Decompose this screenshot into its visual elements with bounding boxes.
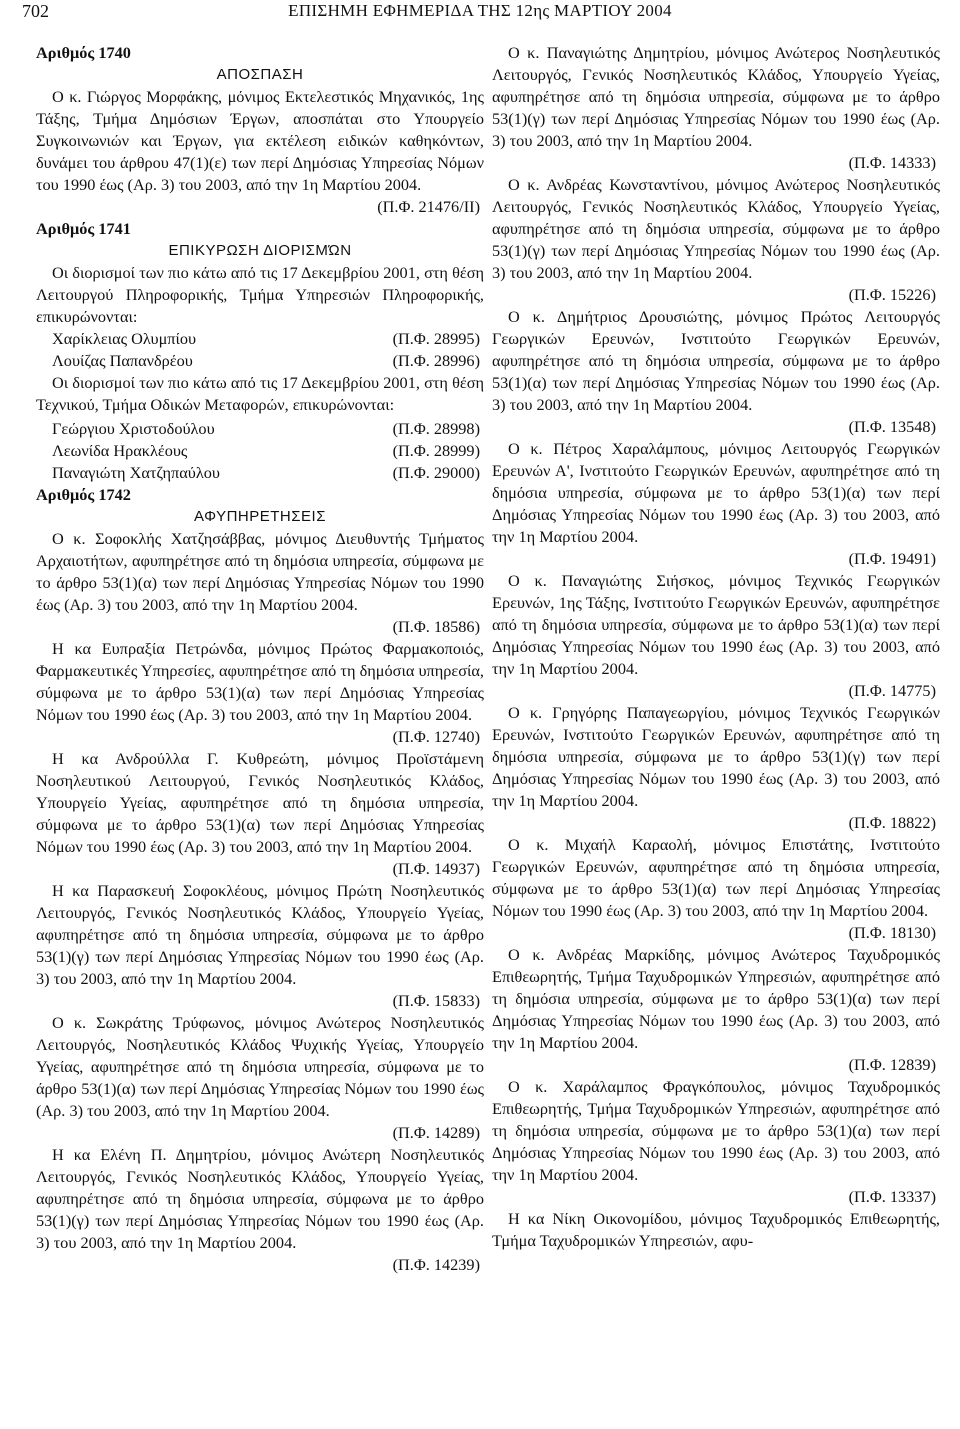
appointee-name: Χαρίκλειας Ολυμπίου bbox=[52, 329, 197, 348]
gazette-title: ΕΠΙΣΗΜΗ ΕΦΗΜΕΡΙΔΑ ΤΗΣ 12ης ΜΑΡΤΙΟΥ 2004 bbox=[288, 1, 672, 20]
file-reference: (Π.Φ. 12740) bbox=[392, 727, 480, 746]
file-reference: (Π.Φ. 21476/ΙΙ) bbox=[377, 197, 480, 216]
file-reference: (Π.Φ. 14937) bbox=[392, 859, 480, 878]
notice-text: Ο κ. Πέτρος Χαραλάμπους, μόνιμος Λειτουργός Γεωργικών Ερευνών Α', Ινστιτούτο Γεωργικών Ερευνών, αφυπηρέτησε από τη δημόσια υπηρεσία, σύμφωνα με το άρθρο 53(1)(α) των περί Δημόσιας Υπηρεσίας Νόμων του 1990 έως (Αρ. 3) του 2003, από την 1η Μαρτίου 2004. bbox=[492, 439, 940, 546]
notice-text: Ο κ. Σωκράτης Τρύφωνος, μόνιμος Ανώτερος Νοσηλευτικός Λειτουργός, Νοσηλευτικός Κλάδος Ψυχικής Υγείας, Υπουργείο Υγείας, αφυπηρέτησε από τη δημόσια υπηρεσία, σύμφωνα με το άρθρο 53(1)(α) των περί Δημόσιας Υπηρεσίας Νόμων του 1990 έως (Αρ. 3) του 2003, από την 1η Μαρτίου 2004. bbox=[36, 1013, 484, 1120]
file-reference: (Π.Φ. 15833) bbox=[392, 991, 480, 1010]
list-item bbox=[36, 440, 484, 462]
page-header bbox=[0, 0, 960, 30]
file-reference: (Π.Φ. 14289) bbox=[392, 1123, 480, 1142]
file-reference: (Π.Φ. 14775) bbox=[848, 681, 936, 700]
notice-text: Οι διορισμοί των πιο κάτω από τις 17 Δεκεμβρίου 2001, στη θέση Λειτουργού Πληροφορικής, Τμήμα Υπηρεσιών Πληροφορικής, επικυρώνονται: bbox=[36, 263, 484, 326]
list-item bbox=[36, 328, 484, 350]
notice-text: Η κα Ελένη Π. Δημητρίου, μόνιμος Ανώτερη Νοσηλευτικός Λειτουργός, Γενικός Νοσηλευτικός Κλάδος, Υπουργείο Υγείας, αφυπηρέτησε από τη δημόσια υπηρεσία, σύμφωνα με το άρθρο 53(1)(γ) των περί Δημόσιας Υπηρεσίας Νόμων του 1990 έως (Αρ. 3) του 2003, από την 1η Μαρτίου 2004. bbox=[36, 1145, 484, 1252]
notice-text: Η κα Ευπραξία Πετρώνδα, μόνιμος Πρώτος Φαρμακοποιός, Φαρμακευτικές Υπηρεσίες, αφυπηρέτησε από τη δημόσια υπηρεσία, σύμφωνα με το άρθρο 53(1)(α) των περί Δημόσιας Υπηρεσίας Νόμων του 1990 έως (Αρ. 3) του 2003, από την 1η Μαρτίου 2004. bbox=[36, 639, 484, 724]
file-reference: (Π.Φ. 14239) bbox=[392, 1255, 480, 1274]
notice-text: Ο κ. Σοφοκλής Χατζησάββας, μόνιμος Διευθυντής Τμήματος Αρχαιοτήτων, αφυπηρέτησε από τη δημόσια υπηρεσία, σύμφωνα με το άρθρο 53(1)(α) των περί Δημόσιας Υπηρεσίας Νόμων του 1990 έως (Αρ. 3) του 2003, από την 1η Μαρτίου 2004. bbox=[36, 529, 484, 614]
right-column bbox=[492, 42, 940, 1252]
file-reference: (Π.Φ. 15226) bbox=[848, 285, 936, 304]
notice-text: Ο κ. Ανδρέας Μαρκίδης, μόνιμος Ανώτερος Ταχυδρομικός Επιθεωρητής, Τμήμα Ταχυδρομικών Υπηρεσιών, αφυπηρέτησε από τη δημόσια υπηρεσία, σύμφωνα με το άρθρο 53(1)(α) των περί Δημόσιας Υπηρεσίας Νόμων του 1990 έως (Αρ. 3) του 2003, από την 1η Μαρτίου 2004. bbox=[492, 945, 940, 1052]
appointee-name: Γεώργιου Χριστοδούλου bbox=[52, 419, 215, 438]
article-number: Αριθμός 1740 bbox=[36, 43, 131, 62]
page-number: 702 bbox=[22, 1, 49, 21]
article-heading: ΑΦΥΠΗΡΕΤΗΣΕΙΣ bbox=[194, 508, 326, 525]
file-reference: (Π.Φ. 13548) bbox=[848, 417, 936, 436]
notice-text: Ο κ. Γιώργος Μορφάκης, μόνιμος Εκτελεστικός Μηχανικός, 1ης Τάξης, Τμήμα Δημόσιων Έργων, αποσπάται στο Υπουργείο Συγκοινωνιών και Έργων, για εκτέλεση ειδικών καθηκόντων, δυνάμει του άρθρου 47(1)(ε) των περί Δημόσιας Υπηρεσίας Νόμων του 1990 έως (Αρ. 3) του 2003, από την 1η Μαρτίου 2004. bbox=[36, 87, 484, 194]
list-item bbox=[36, 350, 484, 372]
file-reference: (Π.Φ. 28996) bbox=[392, 351, 480, 370]
file-reference: (Π.Φ. 28999) bbox=[392, 441, 480, 460]
notice-text: Ο κ. Παναγιώτης Σιήσκος, μόνιμος Τεχνικός Γεωργικών Ερευνών, 1ης Τάξης, Ινστιτούτο Γεωργικών Ερευνών, αφυπηρέτησε από τη δημόσια υπηρεσία, σύμφωνα με το άρθρο 53(1)(α) των περί Δημόσιας Υπηρεσίας Νόμων του 1990 έως (Αρ. 3) του 2003, από την 1η Μαρτίου 2004. bbox=[492, 571, 940, 678]
notice-text: Ο κ. Δημήτριος Δρουσιώτης, μόνιμος Πρώτος Λειτουργός Γεωργικών Ερευνών, Ινστιτούτο Γεωργικών Ερευνών, αφυπηρέτησε από τη δημόσια υπηρεσία, σύμφωνα με το άρθρο 53(1)(α) των περί Δημόσιας Υπηρεσίας Νόμων του 1990 έως (Αρ. 3) του 2003, από την 1η Μαρτίου 2004. bbox=[492, 307, 940, 414]
file-reference: (Π.Φ. 18130) bbox=[848, 923, 936, 942]
file-reference: (Π.Φ. 28998) bbox=[392, 419, 480, 438]
appointee-name: Παναγιώτη Χατζηπαύλου bbox=[52, 463, 220, 482]
file-reference: (Π.Φ. 29000) bbox=[392, 463, 480, 482]
article-number: Αριθμός 1741 bbox=[36, 219, 131, 238]
notice-text: Οι διορισμοί των πιο κάτω από τις 17 Δεκεμβρίου 2001, στη θέση Τεχνικού, Τμήμα Οδικών Μεταφορών, επικυρώνονται: bbox=[36, 373, 484, 414]
article-heading: ΕΠΙΚΥΡΩΣΗ ΔΙΟΡΙΣΜΏΝ bbox=[168, 242, 352, 259]
list-item bbox=[36, 418, 484, 440]
notice-text: Ο κ. Παναγιώτης Δημητρίου, μόνιμος Ανώτερος Νοσηλευτικός Λειτουργός, Γενικός Νοσηλευτικός Κλάδος, Υπουργείο Υγείας, αφυπηρέτησε από τη δημόσια υπηρεσία, σύμφωνα με το άρθρο 53(1)(γ) των περί Δημόσιας Υπηρεσίας Νόμων του 1990 έως (Αρ. 3) του 2003, από την 1η Μαρτίου 2004. bbox=[492, 43, 940, 150]
notice-text: Ο κ. Γρηγόρης Παπαγεωργίου, μόνιμος Τεχνικός Γεωργικών Ερευνών, Ινστιτούτο Γεωργικών Ερευνών, αφυπηρέτησε από τη δημόσια υπηρεσία, σύμφωνα με το άρθρο 53(1)(γ) των περί Δημόσιας Υπηρεσίας Νόμων του 1990 έως (Αρ. 3) του 2003, από την 1η Μαρτίου 2004. bbox=[492, 703, 940, 810]
notice-text: Η κα Νίκη Οικονομίδου, μόνιμος Ταχυδρομικός Επιθεωρητής, Τμήμα Ταχυδρομικών Υπηρεσιών, αφυ- bbox=[492, 1209, 940, 1250]
file-reference: (Π.Φ. 18586) bbox=[392, 617, 480, 636]
file-reference: (Π.Φ. 18822) bbox=[848, 813, 936, 832]
left-column bbox=[36, 42, 484, 1276]
notice-text: Ο κ. Ανδρέας Κωνσταντίνου, μόνιμος Ανώτερος Νοσηλευτικός Λειτουργός, Γενικός Νοσηλευτικός Κλάδος, Υπουργείο Υγείας, αφυπηρέτησε από τη δημόσια υπηρεσία, σύμφωνα με το άρθρο 53(1)(γ) των περί Δημόσιας Υπηρεσίας Νόμων του 1990 έως (Αρ. 3) του 2003, από την 1η Μαρτίου 2004. bbox=[492, 175, 940, 282]
notice-text: Ο κ. Μιχαήλ Καραολή, μόνιμος Επιστάτης, Ινστιτούτο Γεωργικών Ερευνών, αφυπηρέτησε από τη δημόσια υπηρεσία, σύμφωνα με το άρθρο 53(1)(α) των περί Δημόσιας Υπηρεσίας Νόμων του 1990 έως (Αρ. 3) του 2003, από την 1η Μαρτίου 2004. bbox=[492, 835, 940, 920]
list-item bbox=[36, 462, 484, 484]
notice-text: Ο κ. Χαράλαμπος Φραγκόπουλος, μόνιμος Ταχυδρομικός Επιθεωρητής, Τμήμα Ταχυδρομικών Υπηρεσιών, αφυπηρέτησε από τη δημόσια υπηρεσία, σύμφωνα με το άρθρο 53(1)(α) των περί Δημόσιας Υπηρεσίας Νόμων του 1990 έως (Αρ. 3) του 2003, από την 1η Μαρτίου 2004. bbox=[492, 1077, 940, 1184]
file-reference: (Π.Φ. 14333) bbox=[848, 153, 936, 172]
file-reference: (Π.Φ. 12839) bbox=[848, 1055, 936, 1074]
notice-text: Η κα Ανδρούλλα Γ. Κυθρεώτη, μόνιμος Προϊστάμενη Νοσηλευτικού Λειτουργού, Γενικός Νοσηλευτικός Κλάδος, Υπουργείο Υγείας, αφυπηρέτησε από τη δημόσια υπηρεσία, σύμφωνα με το άρθρο 53(1)(α) των περί Δημόσιας Υπηρεσίας Νόμων του 1990 έως (Αρ. 3) του 2003, από την 1η Μαρτίου 2004. bbox=[36, 749, 484, 856]
notice-text: Η κα Παρασκευή Σοφοκλέους, μόνιμος Πρώτη Νοσηλευτικός Λειτουργός, Γενικός Νοσηλευτικός Κλάδος, Υπουργείο Υγείας, αφυπηρέτησε από τη δημόσια υπηρεσία, σύμφωνα με το άρθρο 53(1)(γ) των περί Δημόσιας Υπηρεσίας Νόμων του 1990 έως (Αρ. 3) του 2003, από την 1η Μαρτίου 2004. bbox=[36, 881, 484, 988]
file-reference: (Π.Φ. 13337) bbox=[848, 1187, 936, 1206]
file-reference: (Π.Φ. 19491) bbox=[848, 549, 936, 568]
file-reference: (Π.Φ. 28995) bbox=[392, 329, 480, 348]
appointee-name: Λεωνίδα Ηρακλέους bbox=[52, 441, 188, 460]
appointee-name: Λουίζας Παπανδρέου bbox=[52, 351, 193, 370]
article-heading: ΑΠΟΣΠΑΣΗ bbox=[216, 66, 304, 83]
article-number: Αριθμός 1742 bbox=[36, 485, 131, 504]
